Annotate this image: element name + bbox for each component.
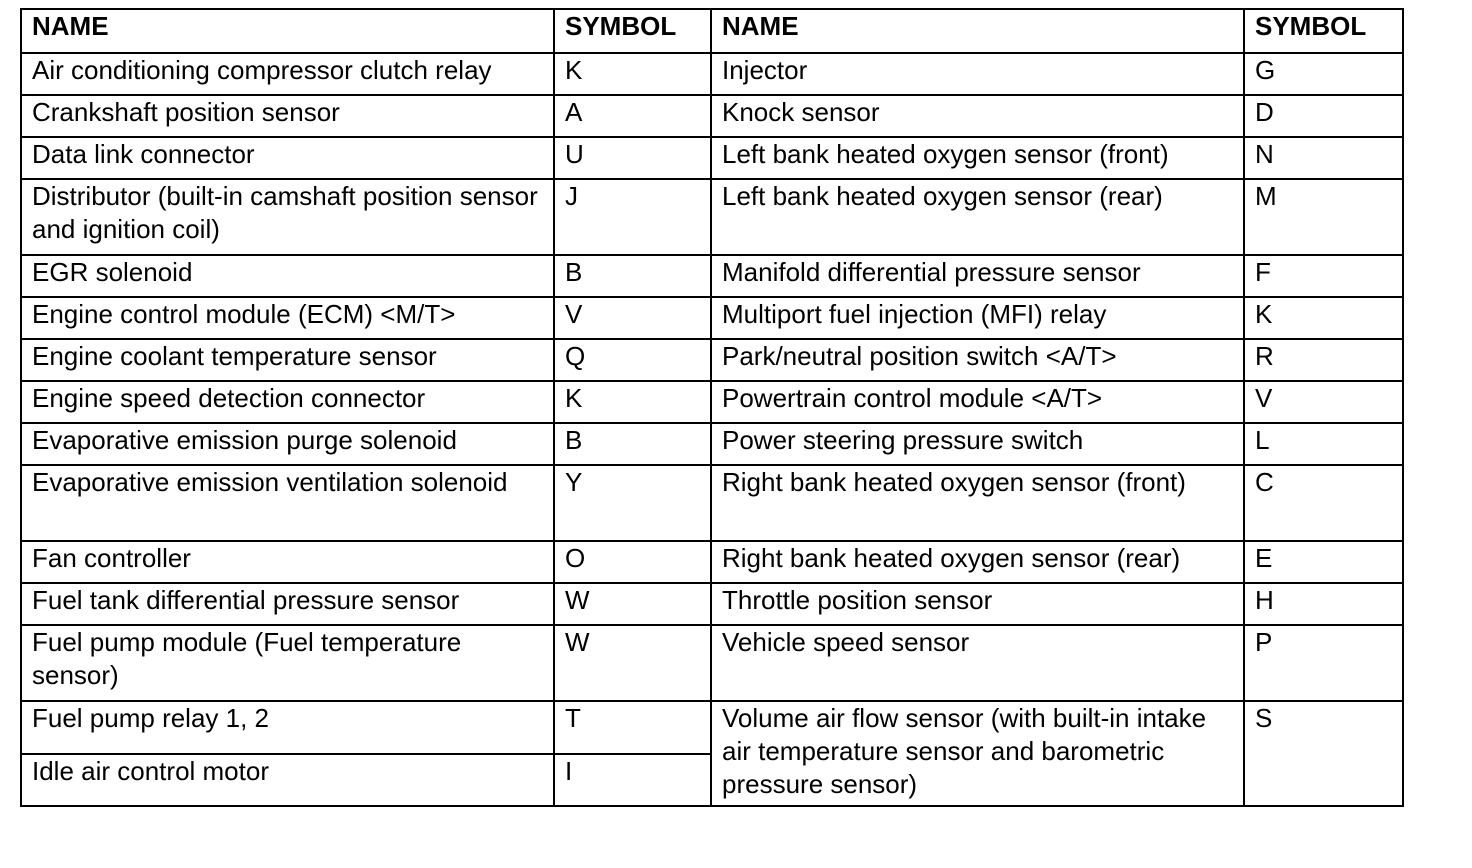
left-name-cell: Fuel pump module (Fuel temperature sensor) [21,625,554,701]
right-name-cell: Knock sensor [711,95,1244,137]
table-row [21,541,1403,583]
left-symbol-cell: B [554,423,711,465]
right-name-cell: Right bank heated oxygen sensor (rear) [711,541,1244,583]
right-symbol-cell: R [1244,339,1403,381]
left-symbol-cell: W [554,625,711,701]
right-name-cell: Park/neutral position switch <A/T> [711,339,1244,381]
left-symbol-cell: I [554,754,711,807]
left-symbol-cell: Q [554,339,711,381]
right-symbol-cell: S [1244,701,1403,806]
right-name-cell: Throttle position sensor [711,583,1244,625]
right-symbol-cell: M [1244,179,1403,255]
left-symbol-cell: T [554,701,711,754]
right-symbol-cell: K [1244,297,1403,339]
right-symbol-cell: D [1244,95,1403,137]
table-row [21,137,1403,179]
table-row [21,53,1403,95]
table-row [21,179,1403,255]
left-name-cell: Fuel pump relay 1, 2 [21,701,554,754]
left-name-cell: EGR solenoid [21,255,554,297]
left-symbol-cell: J [554,179,711,255]
table-row [21,95,1403,137]
left-name-cell: Fan controller [21,541,554,583]
right-symbol-cell: C [1244,465,1403,541]
left-symbol-cell: V [554,297,711,339]
left-name-cell: Engine speed detection connector [21,381,554,423]
right-symbol-cell: V [1244,381,1403,423]
header-left-name: NAME [21,9,554,53]
left-symbol-cell: W [554,583,711,625]
right-name-cell: Powertrain control module <A/T> [711,381,1244,423]
right-name-cell: Power steering pressure switch [711,423,1244,465]
right-symbol-cell: P [1244,625,1403,701]
right-name-cell: Manifold differential pressure sensor [711,255,1244,297]
left-symbol-cell: Y [554,465,711,541]
right-symbol-cell: F [1244,255,1403,297]
table-row [21,255,1403,297]
left-name-cell: Evaporative emission purge solenoid [21,423,554,465]
left-symbol-cell: K [554,53,711,95]
table-row [21,339,1403,381]
left-symbol-cell: O [554,541,711,583]
right-name-cell: Left bank heated oxygen sensor (front) [711,137,1244,179]
right-symbol-cell: H [1244,583,1403,625]
left-name-cell: Air conditioning compressor clutch relay [21,53,554,95]
right-symbol-cell: E [1244,541,1403,583]
left-name-cell: Distributor (built-in camshaft position sensor and ignition coil) [21,179,554,255]
table-row [21,381,1403,423]
right-name-cell: Injector [711,53,1244,95]
left-name-cell: Engine coolant temperature sensor [21,339,554,381]
right-symbol-cell: G [1244,53,1403,95]
left-symbol-cell: U [554,137,711,179]
table-row [21,423,1403,465]
header-right-name: NAME [711,9,1244,53]
left-symbol-cell: B [554,255,711,297]
table-row [21,701,1403,754]
header-left-symbol: SYMBOL [554,9,711,53]
table-row [21,465,1403,541]
left-name-cell: Fuel tank differential pressure sensor [21,583,554,625]
left-name-cell: Evaporative emission ventilation solenoid [21,465,554,541]
table-row [21,583,1403,625]
right-symbol-cell: L [1244,423,1403,465]
right-name-cell: Volume air flow sensor (with built-in intake air temperature sensor and barometric pressure sensor) [711,701,1244,806]
right-name-cell: Right bank heated oxygen sensor (front) [711,465,1244,541]
table-row [21,297,1403,339]
right-name-cell: Multiport fuel injection (MFI) relay [711,297,1244,339]
left-symbol-cell: A [554,95,711,137]
left-name-cell: Idle air control motor [21,754,554,807]
left-name-cell: Engine control module (ECM) <M/T> [21,297,554,339]
left-name-cell: Crankshaft position sensor [21,95,554,137]
right-name-cell: Left bank heated oxygen sensor (rear) [711,179,1244,255]
header-row [21,9,1403,53]
component-symbol-table [20,8,1404,807]
right-symbol-cell: N [1244,137,1403,179]
table-row [21,625,1403,701]
left-symbol-cell: K [554,381,711,423]
left-name-cell: Data link connector [21,137,554,179]
header-right-symbol: SYMBOL [1244,9,1403,53]
right-name-cell: Vehicle speed sensor [711,625,1244,701]
